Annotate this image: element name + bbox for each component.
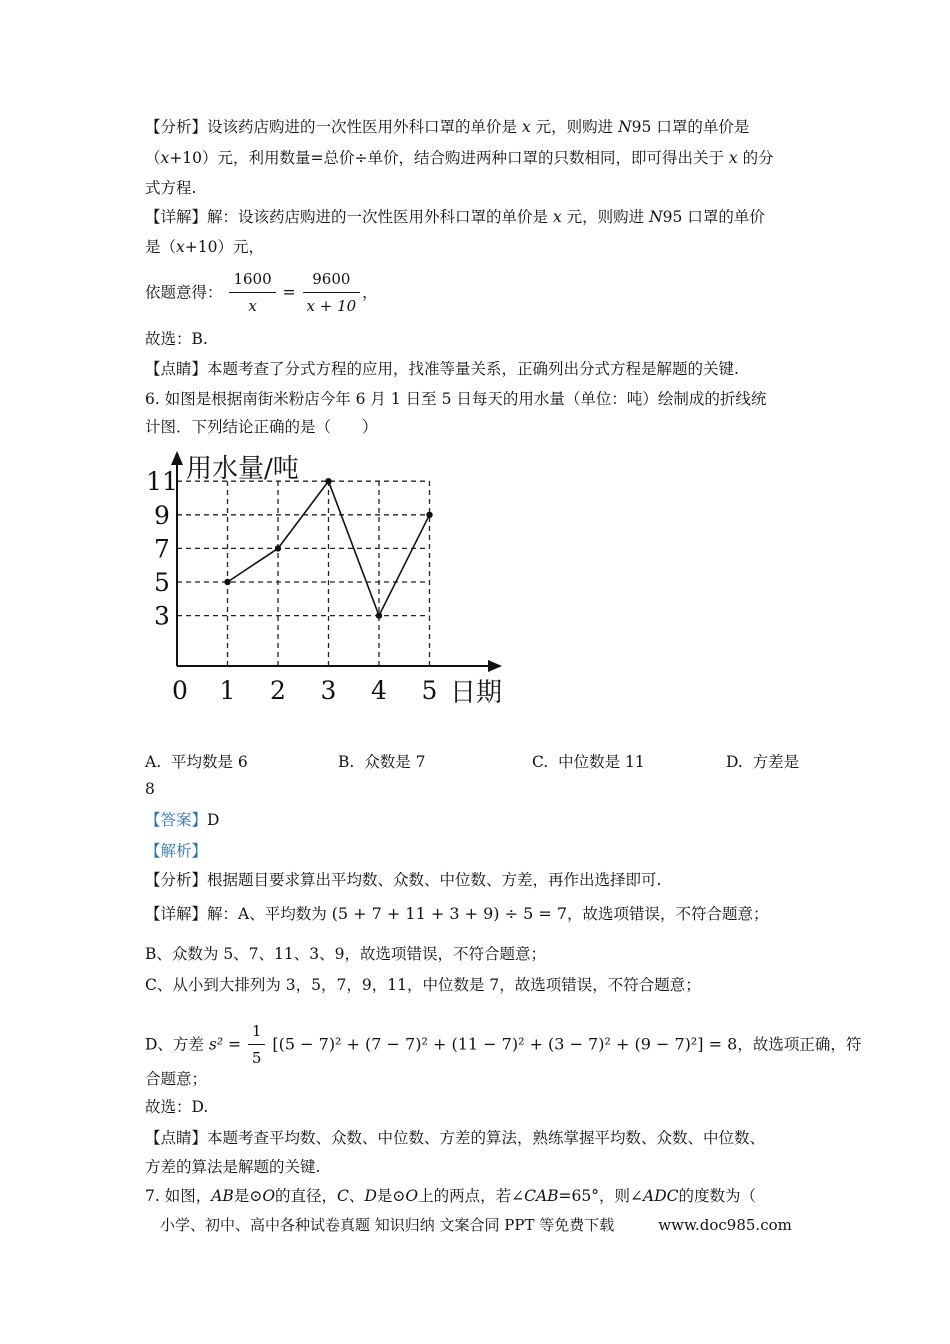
option-a[interactable]: A. 平均数是 6: [145, 753, 248, 771]
origin-label: 0: [172, 676, 188, 705]
fraction-right: $\frac{9600}{x + 10}$: [303, 268, 361, 317]
data-point-4: [376, 612, 382, 618]
q7-stem-line: 7. 如图，AB是⊙O的直径，C、D是⊙O上的两点，若∠CAB=65°，则∠ADC的度数为（: [145, 1187, 756, 1205]
q6-detail-d-line-2: 合题意；: [145, 1070, 208, 1088]
detail-line-2: 是（x+10）元，: [145, 238, 264, 256]
footer: [160, 1214, 792, 1235]
y-axis-arrow-icon: [171, 451, 183, 465]
x-axis-title: 日期: [450, 678, 503, 708]
equation-line: 依题意得： $\frac{1600}{x}$ = $\frac{9600}{x + 10}$ ，: [145, 270, 378, 315]
y-tick-label: 9: [154, 500, 170, 530]
analysis-tag-line: 【解析】: [145, 842, 208, 860]
analysis-line-2: （x+10）元，利用数量=总价÷单价，结合购进两种口罩的只数相同，即可得出关于 x 的分: [145, 149, 774, 167]
y-tick-label: 7: [154, 534, 170, 564]
y-tick-label: 3: [154, 601, 170, 631]
x-tick-label: 3: [320, 676, 337, 705]
detail-line-1: 【详解】解：设该药店购进的一次性医用外科口罩的单价是 x 元，则购进 N95 口罩的单价: [145, 208, 765, 226]
choice-line: 故选：B.: [145, 330, 208, 348]
q6-detail-a-line: 【详解】解：A、平均数为 (5 + 7 + 11 + 3 + 9) ÷ 5 = 7，故选项错误，不符合题意；: [145, 904, 769, 923]
answer-tag: 【答案】: [145, 811, 208, 829]
y-axis-title: 用水量/吨: [186, 454, 299, 484]
x-tick-label: 1: [219, 676, 236, 705]
q6-detail-c-line: C、从小到大排列为 3，5，7，9，11，中位数是 7，故选项错误，不符合题意；: [145, 976, 701, 994]
detail-tag: 【详解】: [145, 208, 208, 226]
option-d[interactable]: D. 方差是: [726, 753, 800, 771]
x-tick-label: 5: [421, 676, 438, 705]
variance-expression: [(5 − 7)² + (7 − 7)² + (11 − 7)² + (3 − 7)² + (9 − 7)²] = 8: [272, 1034, 738, 1054]
analysis-tag: 【分析】: [145, 118, 208, 136]
fraction-left: $\frac{1600}{x}$: [229, 268, 275, 317]
data-point-2: [275, 545, 281, 551]
q6-stem-line-2: 计图．下列结论正确的是（ ）: [145, 418, 378, 436]
x-tick-label: 4: [371, 676, 387, 705]
mean-expression: (5 + 7 + 11 + 3 + 9) ÷ 5 = 7: [331, 904, 568, 923]
y-tick-label: 11: [146, 467, 178, 497]
q6-keypoint-line-2: 方差的算法是解题的关键.: [145, 1158, 321, 1176]
footer-text: 小学、初中、高中各种试卷真题 知识归纳 文案合同 PPT 等免费下载: [160, 1216, 615, 1234]
analysis-line-1: 【分析】设该药店购进的一次性医用外科口罩的单价是 x 元，则购进 N95 口罩的单价是: [145, 118, 750, 136]
data-point-1: [224, 579, 230, 585]
x-tick-label: 2: [270, 676, 286, 705]
option-b[interactable]: B. 众数是 7: [338, 753, 426, 771]
data-point-5: [426, 512, 432, 518]
answer-value: D: [207, 811, 220, 829]
water-usage-chart: [140, 445, 520, 715]
option-c[interactable]: C. 中位数是 11: [532, 753, 645, 771]
q6-detail-d-line: D、方差 s² = $\frac{1}{5}$ [(5 − 7)² + (7 − 7)² + (11 − 7)² + (3 − 7)² + (9 − 7)²] = 8，故选项正确，符: [145, 1022, 862, 1067]
data-point-3: [325, 478, 331, 484]
q6-choice-line: 故选：D.: [145, 1098, 209, 1116]
q6-keypoint-line-1: 【点睛】本题考查平均数、众数、中位数、方差的算法，熟练掌握平均数、众数、中位数、: [145, 1129, 766, 1147]
y-tick-label: 5: [154, 568, 170, 597]
option-d-wrap: 8: [145, 780, 155, 798]
x-axis-arrow-icon: [488, 660, 502, 672]
q6-detail-b-line: B、众数为 5、7、11、3、9，故选项错误，不符合题意；: [145, 945, 546, 963]
analysis-line-3: 式方程.: [145, 179, 197, 197]
footer-url[interactable]: www.doc985.com: [658, 1216, 792, 1234]
answer-line: [145, 809, 219, 831]
fraction-one-fifth: $\frac{1}{5}$: [248, 1020, 266, 1069]
key-point-line: 【点睛】本题考查了分式方程的应用，找准等量关系，正确列出分式方程是解题的关键.: [145, 360, 739, 378]
q6-fenxi-line: 【分析】根据题目要求算出平均数、众数、中位数、方差，再作出选择即可.: [145, 871, 662, 889]
q6-stem-line-1: 6. 如图是根据南街米粉店今年 6 月 1 日至 5 日每天的用水量（单位：吨）绘制成的折线统: [145, 390, 767, 408]
